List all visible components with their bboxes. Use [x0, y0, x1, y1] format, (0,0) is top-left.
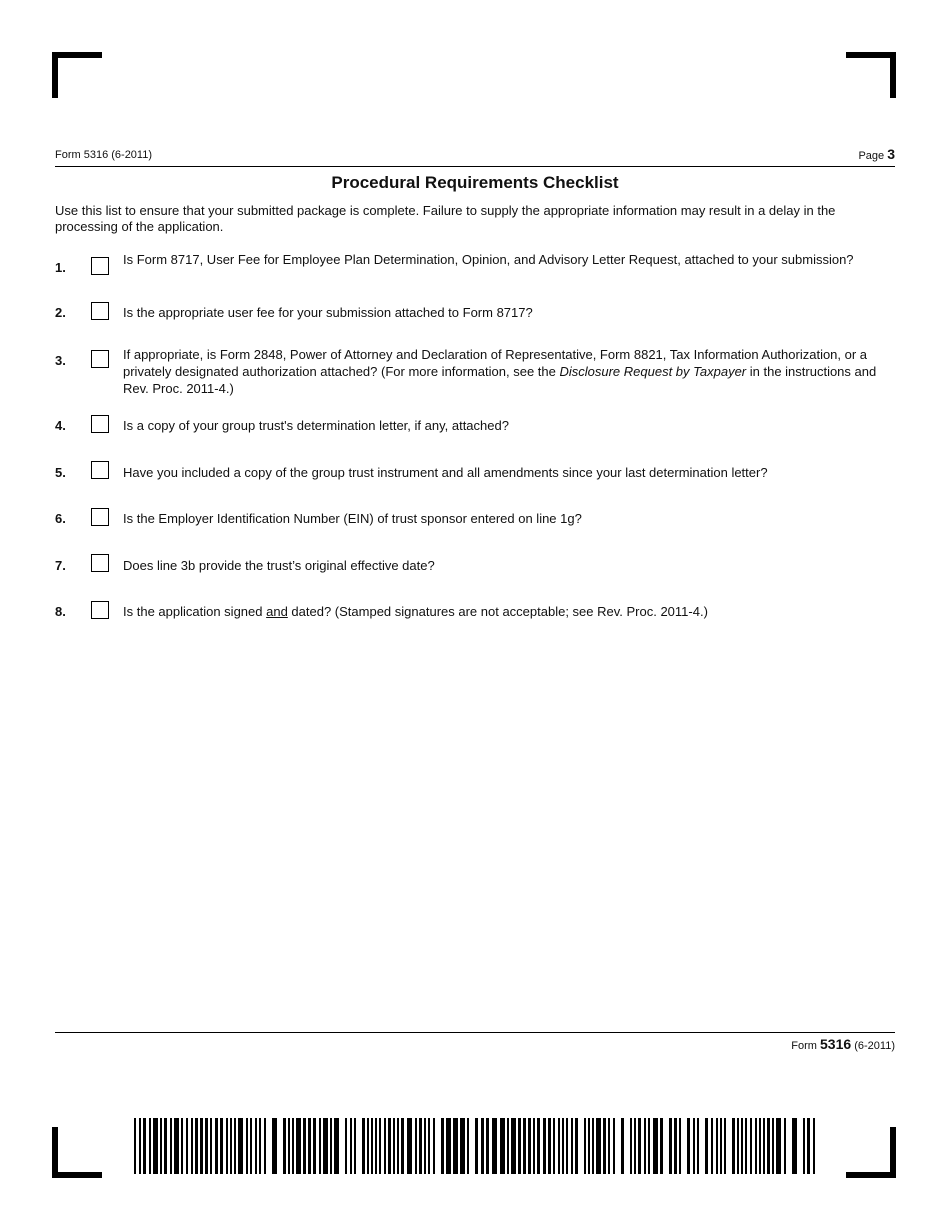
- item-text: Does line 3b provide the trust’s original effective date?: [123, 558, 435, 573]
- checkbox-item-2[interactable]: [91, 302, 109, 320]
- item-text: Have you included a copy of the group trust instrument and all amendments since your last determination letter?: [123, 465, 768, 480]
- checklist-item-6: [55, 507, 895, 529]
- checklist-item-2: [55, 302, 895, 324]
- checklist-item-4: [55, 414, 895, 436]
- item-number: 4.: [55, 418, 66, 433]
- footer-form-identifier: Form 5316 (6-2011): [791, 1036, 895, 1052]
- checkbox-item-4[interactable]: [91, 415, 109, 433]
- item-text: If appropriate, is Form 2848, Power of Attorney and Declaration of Representative, Form 8821, Tax Information Authorization, or a privately designated authorization attached? (For more information, see the Disclosure Request by Taxpayer in the instructions and Rev. Proc. 2011-4.): [123, 347, 877, 396]
- item-number: 6.: [55, 511, 66, 526]
- page-title: Procedural Requirements Checklist: [331, 173, 619, 192]
- checkbox-item-6[interactable]: [91, 508, 109, 526]
- checklist-item-8: [55, 600, 895, 622]
- item-number: 5.: [55, 465, 66, 480]
- item-number: 1.: [55, 260, 66, 275]
- item-text: Is a copy of your group trust's determination letter, if any, attached?: [123, 418, 509, 433]
- checkbox-item-5[interactable]: [91, 461, 109, 479]
- registration-mark-bottom-left: [52, 1127, 102, 1178]
- checkbox-item-1[interactable]: [91, 257, 109, 275]
- page-header: [55, 146, 895, 167]
- intro-text: Use this list to ensure that your submitted package is complete. Failure to supply the appropriate information may result in a delay in the processing of the application.: [55, 203, 836, 234]
- item-text: Is the Employer Identification Number (EIN) of trust sponsor entered on line 1g?: [123, 511, 582, 526]
- item-number: 3.: [55, 353, 66, 368]
- form-identifier: Form 5316 (6-2011): [55, 149, 153, 161]
- registration-mark-bottom-right: [846, 1127, 896, 1178]
- registration-mark-top-right: [846, 52, 896, 98]
- checkbox-item-3[interactable]: [91, 350, 109, 368]
- registration-mark-top-left: [52, 52, 102, 98]
- checklist-item-1: [55, 251, 895, 285]
- page-number: Page 3: [858, 146, 895, 162]
- item-text: Is the application signed and dated? (Stamped signatures are not acceptable; see Rev. Proc. 2011-4.): [123, 604, 708, 619]
- barcode-icon: [134, 1118, 817, 1174]
- item-text: Is the appropriate user fee for your submission attached to Form 8717?: [123, 305, 533, 320]
- checklist-item-3: [55, 346, 895, 398]
- checklist-item-7: [55, 554, 895, 576]
- item-number: 7.: [55, 558, 66, 573]
- item-number: 8.: [55, 604, 66, 619]
- page-footer: [55, 1032, 895, 1052]
- checkbox-item-8[interactable]: [91, 601, 109, 619]
- checkbox-item-7[interactable]: [91, 554, 109, 572]
- item-number: 2.: [55, 305, 66, 320]
- item-text: Is Form 8717, User Fee for Employee Plan Determination, Opinion, and Advisory Letter Request, attached to your submission?: [123, 252, 854, 267]
- checklist-item-5: [55, 461, 895, 483]
